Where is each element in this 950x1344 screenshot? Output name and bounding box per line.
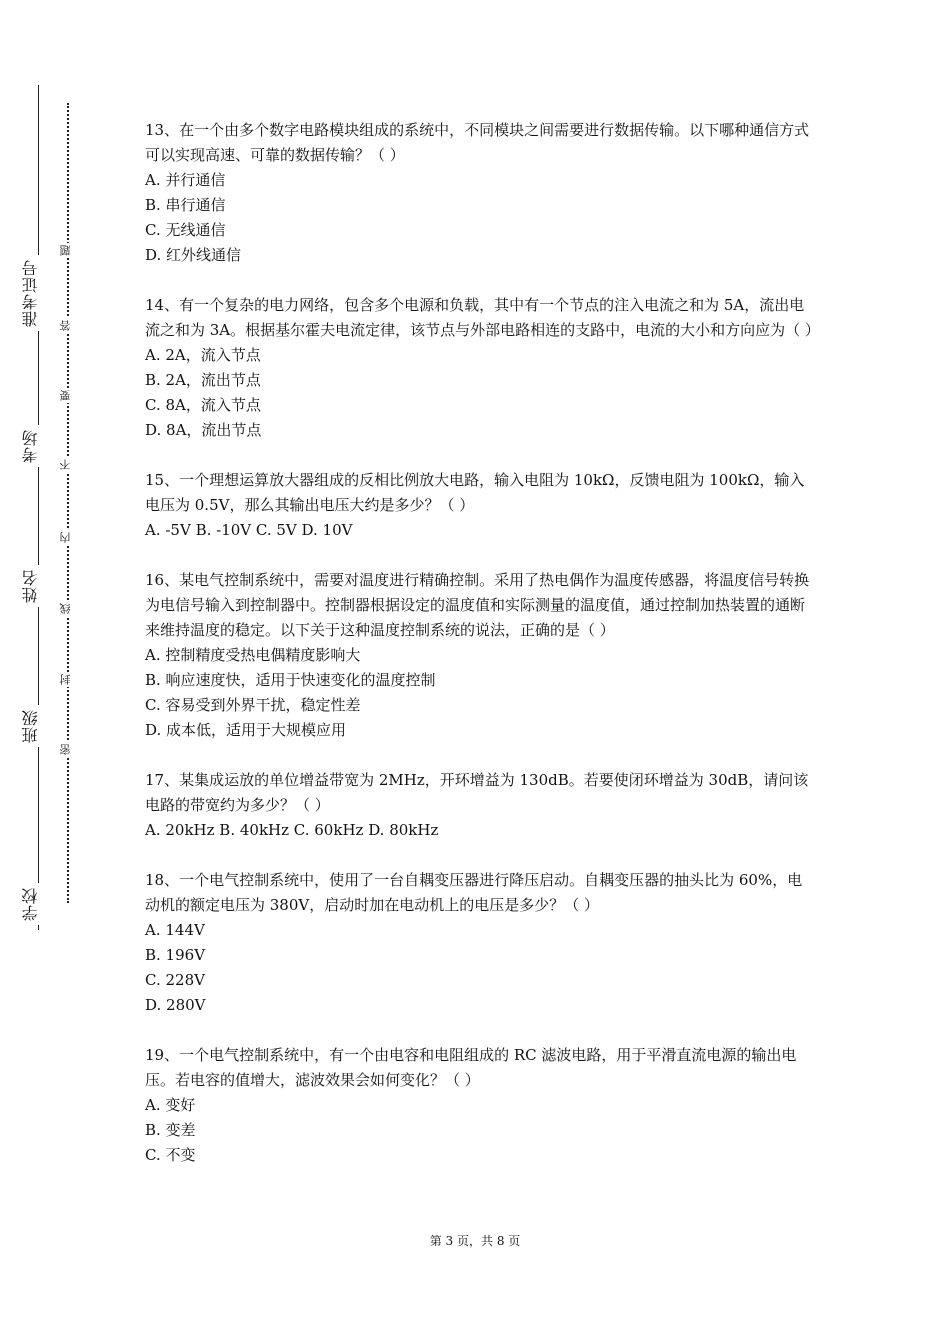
question-list <box>145 118 820 1193</box>
option-b: B. 2A，流出节点 <box>145 371 261 389</box>
question-16 <box>145 568 815 743</box>
options-inline: A. -5V B. -10V C. 5V D. 10V <box>145 521 353 539</box>
question-stem: 13、在一个由多个数字电路模块组成的系统中，不同模块之间需要进行数据传输。以下哪种通信方式可以实现高速、可靠的数据传输？（ ） <box>145 121 810 164</box>
question-19 <box>145 1043 815 1168</box>
binding-solid-line <box>38 85 39 930</box>
field-exam-id: 准考证号 <box>22 255 42 331</box>
field-class: 班级 <box>22 705 42 747</box>
option-d: D. 280V <box>145 996 206 1014</box>
options-inline: A. 20kHz B. 40kHz C. 60kHz D. 80kHz <box>145 821 439 839</box>
question-stem: 18、一个电气控制系统中，使用了一台自耦变压器进行降压启动。自耦变压器的抽头比为 60%，电动机的额定电压为 380V，启动时加在电动机上的电压是多少？（ ） <box>145 871 803 914</box>
warning-char: 线 <box>59 603 72 614</box>
field-exam-room: 考场 <box>22 425 42 467</box>
option-c: C. 无线通信 <box>145 221 226 239</box>
option-b: B. 串行通信 <box>145 196 226 214</box>
warning-char: 封 <box>59 674 72 685</box>
option-b: B. 196V <box>145 946 206 964</box>
option-a: A. 并行通信 <box>145 171 226 189</box>
question-14 <box>145 293 820 443</box>
binding-margin <box>0 0 120 1344</box>
warning-char: 不 <box>59 459 72 470</box>
binding-dotted-line <box>67 103 69 903</box>
question-15 <box>145 468 815 543</box>
warning-char: 题 <box>59 245 72 256</box>
option-d: D. 8A，流出节点 <box>145 421 262 439</box>
option-c: C. 228V <box>145 971 205 989</box>
option-c: C. 8A，流入节点 <box>145 396 261 414</box>
field-name: 姓名 <box>22 565 42 607</box>
question-stem: 17、某集成运放的单位增益带宽为 2MHz，开环增益为 130dB。若要使闭环增益为 30dB，请问该电路的带宽约为多少？（ ） <box>145 771 809 814</box>
option-c: C. 不变 <box>145 1146 196 1164</box>
field-school: 学校 <box>22 883 42 925</box>
warning-char: 要 <box>59 390 72 401</box>
question-stem: 16、某电气控制系统中，需要对温度进行精确控制。采用了热电偶作为温度传感器，将温度信号转换为电信号输入到控制器中。控制器根据设定的温度值和实际测量的温度值，通过控制加热装置的通断来维持温度的稳定。以下关于这种温度控制系统的说法，正确的是（ ） <box>145 571 810 639</box>
question-13 <box>145 118 815 268</box>
option-a: A. 144V <box>145 921 205 939</box>
option-a: A. 2A，流入节点 <box>145 346 261 364</box>
option-d: D. 成本低，适用于大规模应用 <box>145 721 347 739</box>
warning-char: 答 <box>59 320 72 331</box>
option-d: D. 红外线通信 <box>145 246 242 264</box>
option-c: C. 容易受到外界干扰，稳定性差 <box>145 696 361 714</box>
question-stem: 15、一个理想运算放大器组成的反相比例放大电路，输入电阻为 10kΩ，反馈电阻为 100kΩ，输入电压为 0.5V，那么其输出电压大约是多少？（ ） <box>145 471 805 514</box>
page-footer: 第 3 页，共 8 页 <box>429 1234 521 1248</box>
option-b: B. 响应速度快，适用于快速变化的温度控制 <box>145 671 436 689</box>
question-stem: 14、有一个复杂的电力网络，包含多个电源和负载，其中有一个节点的注入电流之和为 5A，流出电流之和为 3A。根据基尔霍夫电流定律，该节点与外部电路相连的支路中，电流的大小和方向应为（ ） <box>145 296 820 339</box>
option-a: A. 控制精度受热电偶精度影响大 <box>145 646 361 664</box>
option-a: A. 变好 <box>145 1096 196 1114</box>
question-stem: 19、一个电气控制系统中，有一个由电容和电阻组成的 RC 滤波电路，用于平滑直流电源的输出电压。若电容的值增大，滤波效果会如何变化？（ ） <box>145 1046 797 1089</box>
option-b: B. 变差 <box>145 1121 196 1139</box>
question-17 <box>145 768 815 843</box>
warning-char: 密 <box>59 744 72 755</box>
question-18 <box>145 868 815 1018</box>
warning-char: 内 <box>59 532 72 543</box>
